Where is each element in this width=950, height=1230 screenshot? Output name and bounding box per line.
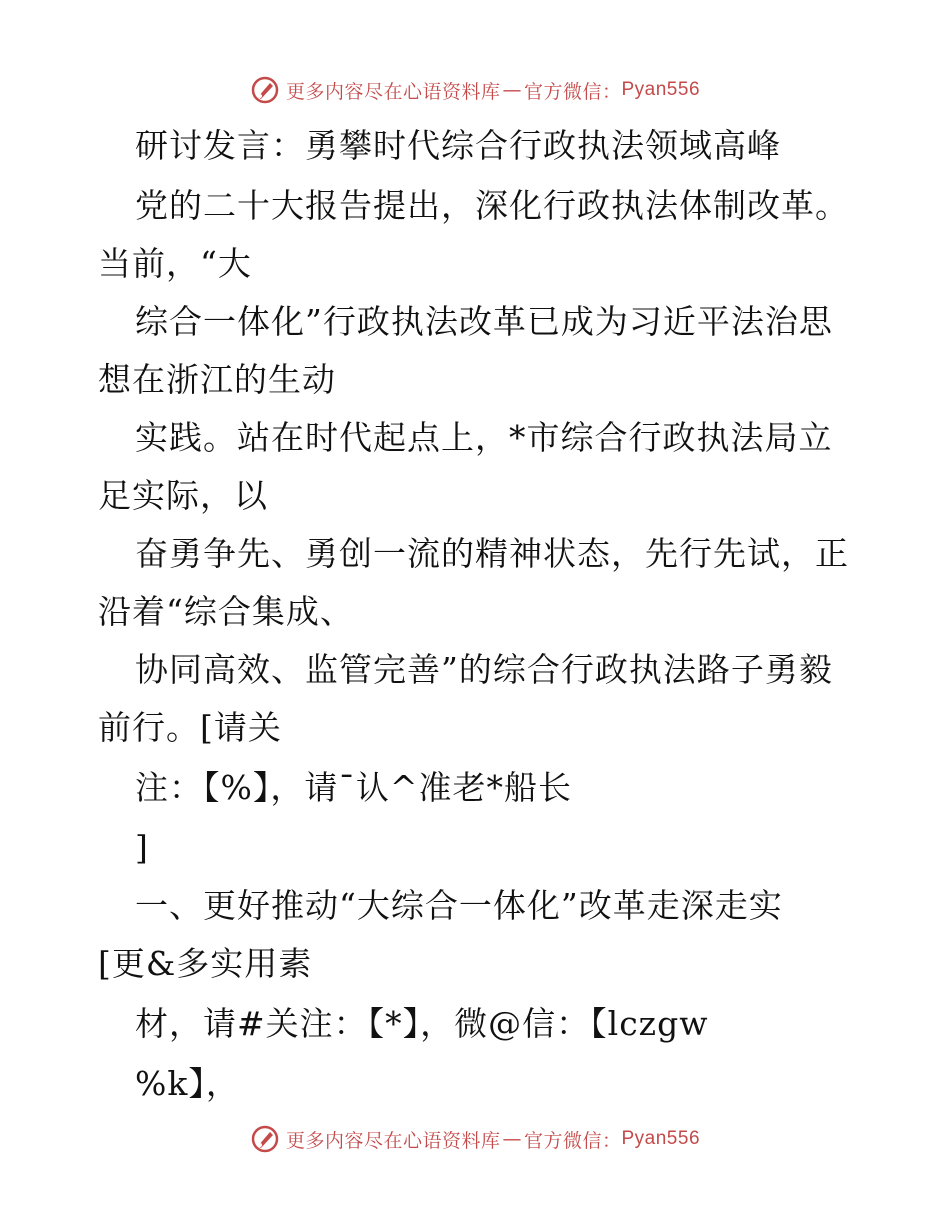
watermark-footer xyxy=(0,1119,950,1159)
paragraph-line: 沿着“综合集成、 xyxy=(98,592,354,631)
pen-nib-circle-icon xyxy=(250,1124,280,1154)
watermark-header xyxy=(0,70,950,110)
watermark-account: Pyan556 xyxy=(621,79,701,100)
paragraph-line: 综合一体化”行政执法改革已成为习近平法治思 xyxy=(135,302,833,341)
watermark-text: 更多内容尽在心语资料库 xyxy=(285,1129,501,1152)
watermark-account: Pyan556 xyxy=(621,1128,701,1149)
watermark-text: 更多内容尽在心语资料库 xyxy=(285,80,501,103)
paragraph-line: 实践。站在时代起点上，*市综合行政执法局立 xyxy=(135,418,833,457)
watermark-official: 官方微信： xyxy=(523,1129,622,1152)
watermark-official: 官方微信： xyxy=(523,80,622,103)
paragraph-line: ] xyxy=(135,828,149,867)
paragraph-line: 当前，“大 xyxy=(98,244,252,283)
paragraph-line: 协同高效、监管完善”的综合行政执法路子勇毅 xyxy=(135,650,833,689)
paragraph-line: [更&多实用素 xyxy=(98,944,313,983)
watermark-separator: — xyxy=(502,79,522,101)
paragraph-line: 材，请#关注：【*】，微@信：【lczgw xyxy=(135,1004,709,1043)
paragraph-line: %k】， xyxy=(135,1064,240,1103)
paragraph-line: 注：【%】，请¯认^准老*船长 xyxy=(135,768,573,807)
section-heading: 一、更好推动“大综合一体化”改革走深走实 xyxy=(135,886,783,925)
paragraph-line: 想在浙江的生动 xyxy=(98,360,336,399)
paragraph-line: 奋勇争先、勇创一流的精神状态，先行先试，正 xyxy=(135,534,849,573)
watermark-separator: — xyxy=(502,1128,522,1150)
paragraph-line: 足实际，以 xyxy=(98,476,268,515)
paragraph-line: 前行。[请关 xyxy=(98,708,282,747)
document-title: 研讨发言：勇攀时代综合行政执法领域高峰 xyxy=(135,126,781,165)
pen-nib-circle-icon xyxy=(250,75,280,105)
paragraph-line: 党的二十大报告提出，深化行政执法体制改革。 xyxy=(135,186,849,225)
